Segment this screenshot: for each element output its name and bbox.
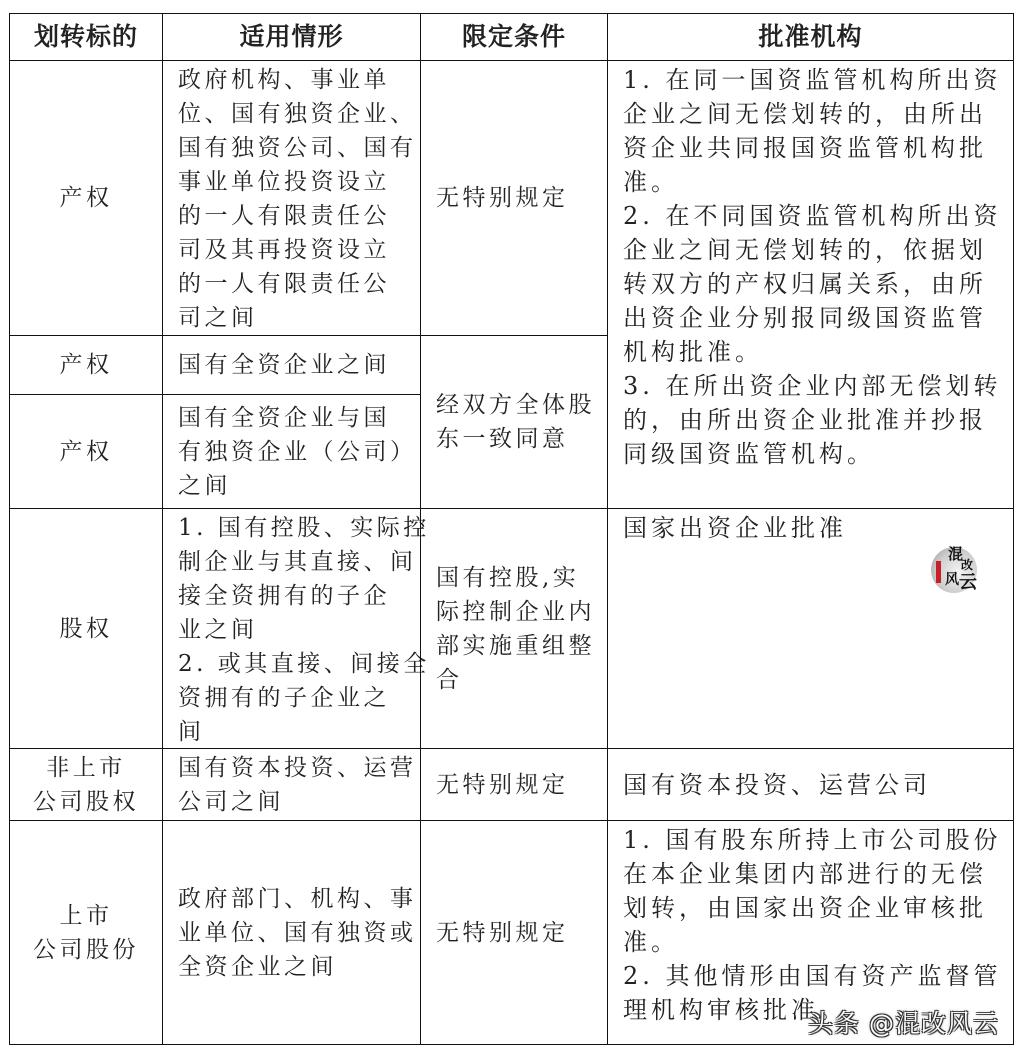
text-line: 资企业共同报国资监管机构批 [623,134,987,162]
text-line: 3. 在所出资企业内部无偿划转 [623,372,1002,400]
row6-condition [420,820,608,1045]
row2-scenario [162,335,421,395]
text-line: 有独资企业（公司） [178,438,417,465]
text-line: 1. 在同一国资监管机构所出资 [623,66,1002,94]
text-line: 在本企业集团内部进行的无偿 [623,860,987,888]
text-line: 同级国资监管机构。 [623,440,875,468]
text-line: 合 [436,666,463,693]
text-line: 准。 [623,928,679,956]
subject-text: 产权 [59,352,113,378]
condition-text: 无特别规定 [436,185,569,211]
text-line: 企业之间无偿划转的，由所出 [623,100,987,128]
text-line: 国有独资公司、国有 [178,135,417,161]
text-line: 国家出资企业批准 [623,514,847,542]
text-line: 国有资本投资、运营 [178,754,417,781]
row3-subject [9,394,163,509]
subject-text: 产权 [59,185,113,211]
text-line: 间 [178,719,205,745]
row4-subject [9,508,163,749]
watermark: 头条 @混改风云 [808,1009,999,1038]
row5-subject [9,748,163,821]
row5-scenario [162,748,421,821]
text-line: 之间 [178,472,231,499]
subject-text: 股权 [59,615,113,642]
text-line: 业单位、国有独资或 [178,919,417,946]
text-line: 事业单位投资设立 [178,169,390,195]
header-approval: 批准机构 [607,13,1014,61]
text-line: 1. 国有控股、实际控 [178,515,430,541]
text-line: 政府部门、机构、事 [178,885,417,912]
row6-subject [9,820,163,1045]
text-line: 政府机构、事业单 [178,67,390,93]
text-line: 出资企业分别报同级国资监管 [623,304,987,332]
row4-scenario [162,508,430,749]
row5-approval [607,748,1014,821]
row2-subject [9,335,163,395]
logo-char: 风 [945,572,959,588]
row1-subject [9,60,163,336]
text-line: 公司股份 [33,936,139,963]
logo-char: 改 [961,558,974,572]
text-line: 的一人有限责任公 [178,203,390,229]
text-line: 机构批准。 [623,338,763,366]
text-line: 2. 或其直接、间接全 [178,651,430,677]
text-line: 的，由所出资企业批准并抄报 [623,406,987,434]
header-condition: 限定条件 [420,13,608,61]
text-line: 1. 国有股东所持上市公司股份 [623,826,1002,854]
row4-condition [420,508,608,749]
row3-scenario [162,394,421,509]
text-line: 制企业与其直接、间 [178,549,417,575]
logo-char: 云 [959,572,977,593]
text-line: 部实施重组整 [436,632,595,659]
condition-rows-2-3 [420,335,608,509]
scenario-text: 国有全资企业之间 [178,352,390,378]
condition-text: 无特别规定 [436,919,569,946]
condition-text: 无特别规定 [436,771,569,798]
text-line: 公司之间 [178,788,284,815]
text-line: 接全资拥有的子企 [178,583,390,609]
brand-logo-icon [931,543,985,593]
text-line: 划转，由国家出资企业审核批 [623,894,987,922]
text-line: 国有控股,实 [436,564,580,591]
text-line: 上市 [59,902,113,929]
transfer-approval-table [9,13,1014,1045]
header-scenario: 适用情形 [162,13,421,61]
text-line: 资拥有的子企业之 [178,685,390,711]
approval-rows-1-3 [607,60,1014,509]
text-line: 经双方全体股 [436,392,595,418]
text-line: 司之间 [178,305,258,331]
text-line: 企业之间无偿划转的，依据划 [623,236,987,264]
text-line: 的一人有限责任公 [178,271,390,297]
text-line: 国有全资企业与国 [178,404,390,431]
text-line: 理机构审核批准。 [623,996,847,1024]
text-line: 非上市 [46,754,126,781]
text-line: 2. 在不同国资监管机构所出资 [623,202,1002,230]
logo-char: 混 [948,545,964,563]
row1-condition [420,60,608,336]
text-line: 准。 [623,168,679,196]
text-line: 位、国有独资企业、 [178,101,417,127]
header-subject: 划转标的 [9,13,163,61]
text-line: 2. 其他情形由国有资产监督管 [623,962,1002,990]
text-line: 转双方的产权归属关系，由所 [623,270,987,298]
text-line: 际控制企业内 [436,598,595,625]
text-line: 东一致同意 [436,426,569,452]
text-line: 司及其再投资设立 [178,237,390,263]
text-line: 业之间 [178,617,258,643]
logo-seal [936,561,941,583]
text-line: 全资企业之间 [178,953,337,980]
approval-text: 国有资本投资、运营公司 [623,770,931,799]
subject-text: 产权 [59,438,113,465]
row5-condition [420,748,608,821]
text-line: 公司股权 [33,788,139,815]
row6-scenario [162,820,421,1045]
row1-scenario [162,60,421,336]
